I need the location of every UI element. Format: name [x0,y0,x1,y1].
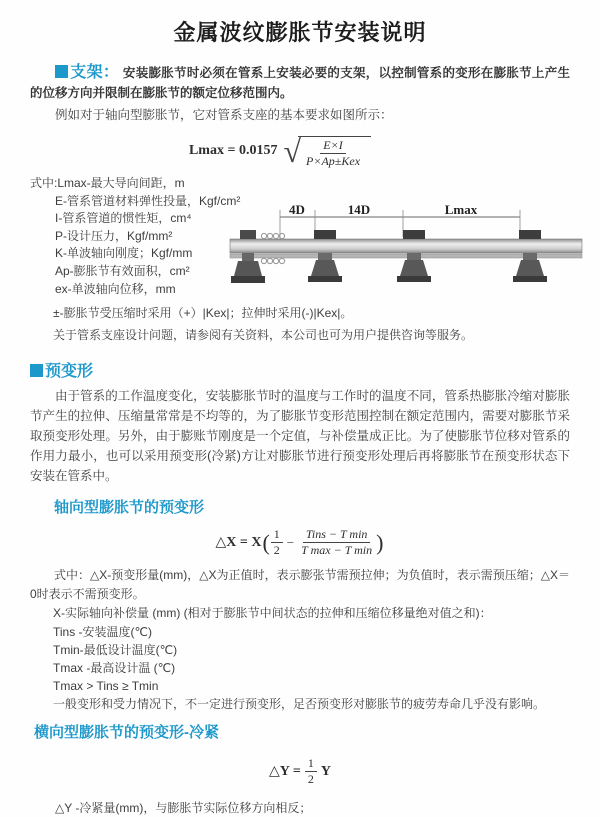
pipe-support-diagram [228,203,584,295]
half-fraction [271,527,283,558]
lmax-formula-lhs: Lmax = 0.0157 [188,143,278,158]
definition-line: Ap-膨胀节有效面积，cm² [55,263,190,278]
half-top: 1 [305,756,317,772]
lateral-formula [30,756,570,787]
predeform-section-heading [30,358,570,381]
lateral-formula-rhs: Y [320,763,331,779]
lateral-note: △Y -冷紧量(mm)，与膨胀节实际位移方向相反； [55,801,312,815]
square-bullet-icon [55,65,68,78]
lmax-fraction-top: E×I [320,138,345,154]
dim-label-14d: 14D [347,203,371,217]
support-intro-paragraph [30,63,570,103]
definition-line: I-管系管道的惯性矩，cm⁴ [55,211,192,226]
minus-operator: − [286,534,295,550]
definition-line: K-单波轴向刚度；Kgf/mm [55,246,193,261]
support-example-line: 例如对于轴向型膨胀节，它对管系支座的基本要求如图所示： [55,108,393,122]
dim-label-4d: 4D [289,203,305,217]
half-fraction [305,756,317,787]
definition-line: P-设计压力，Kgf/mm² [55,228,173,243]
open-paren: ( [262,529,270,555]
half-top: 1 [271,527,283,543]
temp-fraction-bottom: T max − T min [301,543,373,557]
definitions-and-diagram [30,175,570,301]
pipe [230,239,582,253]
axial-explain: 式中：△X-预变形量(mm)，△X为正值时，表示膨张节需预拉伸；为负值时，表示需预压缩；△X＝0时表示不需预变形。 [30,568,570,601]
axial-subheading: 轴向型膨胀节的预变形 [54,499,205,516]
support-intro-text: 安装膨胀节时必须在管系上安装必要的支架，以控制管系的变形在膨胀节上产生的位移方向并限制在膨胀节的额定位移范围内。 [30,66,570,100]
consult-note: 关于管系支座设计问题，请参阅有关资料，本公司也可为用户提供咨询等服务。 [53,328,474,342]
definition-line: ex-单波轴向位移，mm [55,281,176,296]
temp-fraction-top: Tins − T min [303,527,371,543]
axial-item: Tins -安装温度(℃) [53,625,153,639]
support-heading-label: 支架： [70,64,120,81]
page-title: 金属波纹膨胀节安装说明 [173,20,427,45]
lateral-subheading: 横向型膨胀节的预变形-冷紧 [34,724,219,741]
axial-item: Tmax -最高设计温 (℃) [53,661,176,675]
axial-item: Tmin-最低设计温度(℃) [53,643,178,657]
half-bottom: 2 [273,543,280,557]
pm-note: ±-膨胀节受压缩时采用（+）|Kex|；拉伸时采用(-)|Kex|。 [53,306,353,320]
square-bullet-icon [30,364,43,377]
sqrt-body [298,136,371,169]
definition-line: 式中:Lmax-最大导向间距，m [30,176,185,190]
axial-formula-lhs: △X = X [215,535,262,550]
temp-fraction [298,527,375,558]
predeform-body: 由于管系的工作温度变化，安装膨胀节时的温度与工作时的温度不同，管系热膨胀冷缩对膨胀节产生的拉伸、压缩量常常是不均等的，为了膨胀节变形范围控制在额定范围内，需要对膨胀节采取预变形处理。另外，由于膨账节刚度是一个定值，与补偿量成正比。为了使膨胀节位移对管系的作用力最小，也可以采用预变形(冷紧)方让对膨胀节进行预变形处理后再将膨胀节在预变形状态下安装在管系中。 [30,389,570,483]
definition-line: E-管系管道材料弹性投量，Kgf/cm² [55,193,241,208]
predeform-heading-label: 预变形 [45,363,94,380]
lmax-fraction-bottom: P×Ap±Kex [306,154,361,168]
sqrt-radical-icon: √ [283,133,302,169]
close-paren: ) [376,529,384,555]
axial-item: 一般变形和受力情况下，不一定进行预变形，足否预变形对膨胀节的疲劳寿命几乎没有影响。 [53,697,546,711]
axial-formula [30,527,570,558]
lateral-formula-lhs: △Y = [269,764,301,779]
axial-item: Tmax > Tins ≥ Tmin [53,679,159,693]
support-section-heading [55,64,119,81]
dim-label-lmax: Lmax [444,203,478,217]
axial-item: X-实际轴向补偿量 (mm) (相对于膨胀节中间状态的拉伸和压缩位移量绝对值之和)： [53,606,492,620]
half-bottom: 2 [307,772,314,786]
lmax-fraction [303,138,363,169]
lmax-formula [30,133,530,169]
